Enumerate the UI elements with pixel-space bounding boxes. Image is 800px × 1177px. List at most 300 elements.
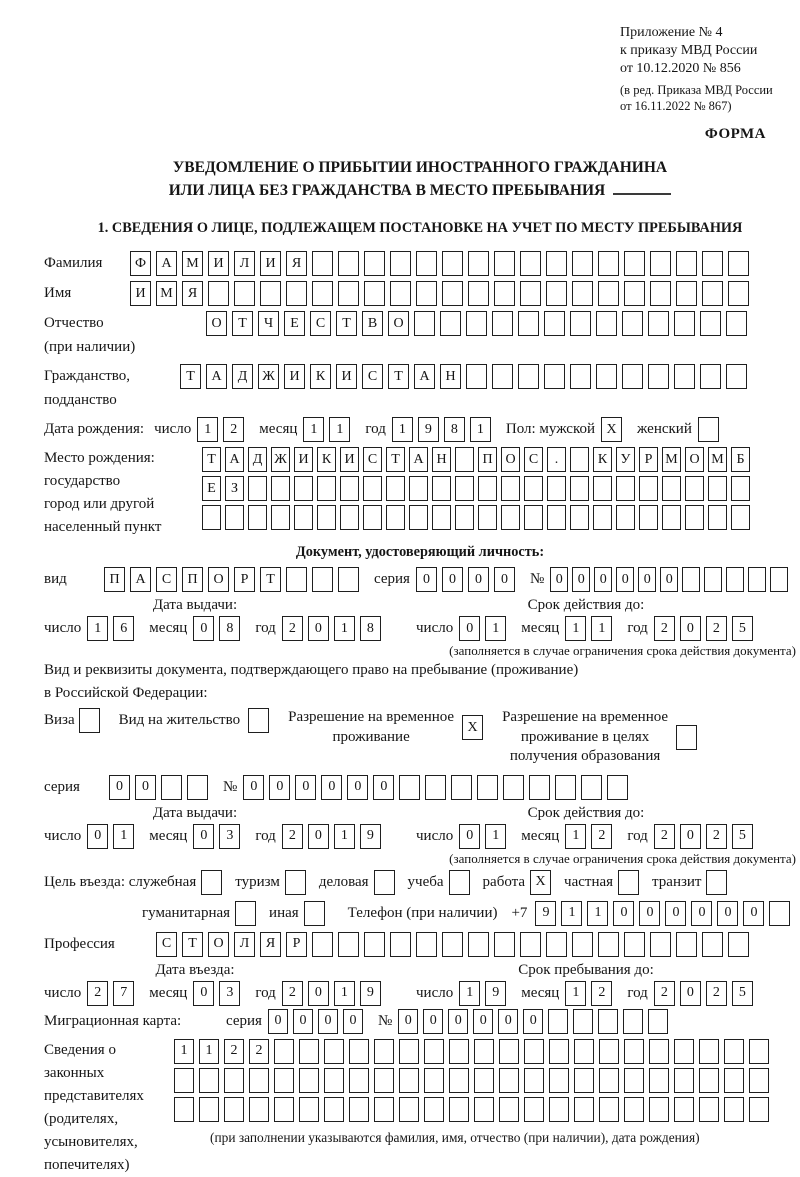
form-cell[interactable] bbox=[624, 1097, 644, 1122]
form-cell[interactable] bbox=[399, 1068, 419, 1093]
form-cell[interactable]: И bbox=[294, 447, 313, 472]
form-cell[interactable] bbox=[409, 505, 428, 530]
form-cell[interactable] bbox=[409, 476, 428, 501]
form-cell[interactable] bbox=[474, 1068, 494, 1093]
form-cell[interactable] bbox=[649, 1039, 669, 1064]
form-cell[interactable] bbox=[501, 505, 520, 530]
form-cell[interactable] bbox=[726, 311, 747, 336]
form-cell[interactable] bbox=[399, 1039, 419, 1064]
form-cell[interactable] bbox=[549, 1039, 569, 1064]
form-cell[interactable]: 2 bbox=[224, 1039, 244, 1064]
form-cell[interactable]: Д bbox=[248, 447, 267, 472]
form-cell[interactable] bbox=[650, 251, 671, 276]
form-cell[interactable]: 3 bbox=[219, 824, 240, 849]
form-cell[interactable]: 5 bbox=[732, 981, 753, 1006]
form-cell[interactable] bbox=[769, 901, 790, 926]
form-cell[interactable]: 1 bbox=[329, 417, 350, 442]
form-cell[interactable] bbox=[676, 932, 697, 957]
form-cell[interactable]: 0 bbox=[717, 901, 738, 926]
form-cell[interactable]: X bbox=[530, 870, 551, 895]
form-cell[interactable] bbox=[555, 775, 576, 800]
form-cell[interactable] bbox=[726, 567, 744, 592]
form-cell[interactable]: С bbox=[524, 447, 543, 472]
form-cell[interactable]: 1 bbox=[113, 824, 134, 849]
form-cell[interactable] bbox=[364, 251, 385, 276]
form-cell[interactable] bbox=[618, 870, 639, 895]
form-cell[interactable]: К bbox=[310, 364, 331, 389]
form-cell[interactable]: 0 bbox=[308, 824, 329, 849]
form-cell[interactable]: О bbox=[685, 447, 704, 472]
form-cell[interactable]: В bbox=[362, 311, 383, 336]
form-cell[interactable] bbox=[662, 505, 681, 530]
form-cell[interactable] bbox=[312, 567, 333, 592]
form-cell[interactable]: 0 bbox=[135, 775, 156, 800]
form-cell[interactable] bbox=[304, 901, 325, 926]
form-cell[interactable]: 2 bbox=[87, 981, 108, 1006]
form-cell[interactable] bbox=[570, 447, 589, 472]
form-cell[interactable]: И bbox=[208, 251, 229, 276]
form-cell[interactable] bbox=[520, 251, 541, 276]
form-cell[interactable] bbox=[224, 1068, 244, 1093]
form-cell[interactable] bbox=[374, 1068, 394, 1093]
form-cell[interactable] bbox=[749, 1097, 769, 1122]
form-cell[interactable] bbox=[474, 1039, 494, 1064]
form-cell[interactable] bbox=[598, 251, 619, 276]
form-cell[interactable] bbox=[449, 1097, 469, 1122]
form-cell[interactable]: С bbox=[310, 311, 331, 336]
form-cell[interactable] bbox=[399, 775, 420, 800]
form-cell[interactable]: 9 bbox=[418, 417, 439, 442]
form-cell[interactable] bbox=[208, 281, 229, 306]
form-cell[interactable]: 0 bbox=[442, 567, 463, 592]
form-cell[interactable]: О bbox=[208, 932, 229, 957]
form-cell[interactable] bbox=[161, 775, 182, 800]
form-cell[interactable] bbox=[731, 505, 750, 530]
form-cell[interactable] bbox=[424, 1039, 444, 1064]
form-cell[interactable] bbox=[699, 1097, 719, 1122]
form-cell[interactable] bbox=[364, 932, 385, 957]
form-cell[interactable] bbox=[702, 251, 723, 276]
form-cell[interactable] bbox=[399, 1097, 419, 1122]
form-cell[interactable]: 5 bbox=[732, 824, 753, 849]
form-cell[interactable] bbox=[724, 1068, 744, 1093]
form-cell[interactable] bbox=[616, 505, 635, 530]
form-cell[interactable] bbox=[770, 567, 788, 592]
form-cell[interactable] bbox=[676, 251, 697, 276]
form-cell[interactable] bbox=[520, 932, 541, 957]
form-cell[interactable] bbox=[524, 505, 543, 530]
form-cell[interactable] bbox=[363, 476, 382, 501]
form-cell[interactable]: Н bbox=[440, 364, 461, 389]
form-cell[interactable] bbox=[455, 476, 474, 501]
form-cell[interactable] bbox=[648, 1009, 668, 1034]
form-cell[interactable]: А bbox=[206, 364, 227, 389]
form-cell[interactable] bbox=[700, 311, 721, 336]
form-cell[interactable]: 1 bbox=[334, 824, 355, 849]
form-cell[interactable]: Я bbox=[286, 251, 307, 276]
form-cell[interactable] bbox=[593, 476, 612, 501]
form-cell[interactable]: 0 bbox=[268, 1009, 288, 1034]
form-cell[interactable] bbox=[494, 932, 515, 957]
form-cell[interactable]: Е bbox=[284, 311, 305, 336]
form-cell[interactable] bbox=[424, 1097, 444, 1122]
form-cell[interactable] bbox=[424, 1068, 444, 1093]
form-cell[interactable]: Л bbox=[234, 251, 255, 276]
form-cell[interactable] bbox=[199, 1097, 219, 1122]
form-cell[interactable]: И bbox=[260, 251, 281, 276]
form-cell[interactable]: 1 bbox=[87, 616, 108, 641]
form-cell[interactable]: 0 bbox=[680, 824, 701, 849]
form-cell[interactable] bbox=[599, 1039, 619, 1064]
form-cell[interactable] bbox=[624, 1039, 644, 1064]
form-cell[interactable] bbox=[501, 476, 520, 501]
form-cell[interactable] bbox=[649, 1068, 669, 1093]
form-cell[interactable] bbox=[731, 476, 750, 501]
form-cell[interactable] bbox=[274, 1039, 294, 1064]
form-cell[interactable] bbox=[546, 281, 567, 306]
form-cell[interactable] bbox=[349, 1068, 369, 1093]
form-cell[interactable] bbox=[574, 1039, 594, 1064]
form-cell[interactable] bbox=[317, 476, 336, 501]
form-cell[interactable]: Т bbox=[260, 567, 281, 592]
form-cell[interactable] bbox=[363, 505, 382, 530]
form-cell[interactable] bbox=[599, 1068, 619, 1093]
form-cell[interactable] bbox=[524, 1097, 544, 1122]
form-cell[interactable] bbox=[650, 281, 671, 306]
form-cell[interactable] bbox=[639, 505, 658, 530]
form-cell[interactable] bbox=[676, 281, 697, 306]
form-cell[interactable] bbox=[451, 775, 472, 800]
form-cell[interactable]: М bbox=[156, 281, 177, 306]
form-cell[interactable] bbox=[174, 1097, 194, 1122]
form-cell[interactable] bbox=[674, 311, 695, 336]
form-cell[interactable] bbox=[702, 281, 723, 306]
form-cell[interactable]: А bbox=[130, 567, 151, 592]
form-cell[interactable]: 8 bbox=[360, 616, 381, 641]
form-cell[interactable]: И bbox=[130, 281, 151, 306]
form-cell[interactable]: Л bbox=[234, 932, 255, 957]
form-cell[interactable] bbox=[338, 567, 359, 592]
form-cell[interactable]: 0 bbox=[243, 775, 264, 800]
form-cell[interactable] bbox=[598, 1009, 618, 1034]
form-cell[interactable] bbox=[544, 311, 565, 336]
form-cell[interactable] bbox=[570, 476, 589, 501]
form-cell[interactable]: О bbox=[206, 311, 227, 336]
form-cell[interactable] bbox=[549, 1068, 569, 1093]
form-cell[interactable] bbox=[524, 1068, 544, 1093]
form-cell[interactable]: 0 bbox=[665, 901, 686, 926]
form-cell[interactable] bbox=[364, 281, 385, 306]
form-cell[interactable]: 0 bbox=[680, 616, 701, 641]
form-cell[interactable] bbox=[274, 1097, 294, 1122]
form-cell[interactable] bbox=[724, 1039, 744, 1064]
form-cell[interactable]: 1 bbox=[565, 981, 586, 1006]
form-cell[interactable]: 0 bbox=[295, 775, 316, 800]
form-cell[interactable] bbox=[698, 417, 719, 442]
form-cell[interactable] bbox=[432, 505, 451, 530]
form-cell[interactable] bbox=[416, 281, 437, 306]
form-cell[interactable] bbox=[312, 251, 333, 276]
form-cell[interactable] bbox=[572, 251, 593, 276]
form-cell[interactable] bbox=[79, 708, 100, 733]
form-cell[interactable] bbox=[386, 476, 405, 501]
form-cell[interactable]: 7 bbox=[113, 981, 134, 1006]
form-cell[interactable] bbox=[499, 1068, 519, 1093]
form-cell[interactable] bbox=[749, 1068, 769, 1093]
form-cell[interactable] bbox=[518, 311, 539, 336]
form-cell[interactable] bbox=[503, 775, 524, 800]
form-cell[interactable]: 0 bbox=[269, 775, 290, 800]
form-cell[interactable]: 0 bbox=[594, 567, 612, 592]
form-cell[interactable] bbox=[623, 1009, 643, 1034]
form-cell[interactable] bbox=[324, 1068, 344, 1093]
form-cell[interactable] bbox=[249, 1097, 269, 1122]
form-cell[interactable] bbox=[547, 505, 566, 530]
form-cell[interactable]: 0 bbox=[459, 824, 480, 849]
form-cell[interactable]: 0 bbox=[572, 567, 590, 592]
form-cell[interactable]: 1 bbox=[591, 616, 612, 641]
form-cell[interactable] bbox=[466, 364, 487, 389]
form-cell[interactable] bbox=[468, 251, 489, 276]
form-cell[interactable] bbox=[676, 725, 697, 750]
form-cell[interactable]: Т bbox=[202, 447, 221, 472]
form-cell[interactable]: . bbox=[547, 447, 566, 472]
form-cell[interactable] bbox=[494, 281, 515, 306]
form-cell[interactable] bbox=[271, 505, 290, 530]
form-cell[interactable] bbox=[674, 364, 695, 389]
form-cell[interactable]: 0 bbox=[343, 1009, 363, 1034]
form-cell[interactable]: 2 bbox=[223, 417, 244, 442]
form-cell[interactable]: 1 bbox=[459, 981, 480, 1006]
form-cell[interactable]: 9 bbox=[360, 824, 381, 849]
form-cell[interactable]: X bbox=[601, 417, 622, 442]
form-cell[interactable] bbox=[340, 505, 359, 530]
form-cell[interactable]: 2 bbox=[654, 616, 675, 641]
form-cell[interactable] bbox=[477, 775, 498, 800]
form-cell[interactable]: 0 bbox=[691, 901, 712, 926]
form-cell[interactable]: 0 bbox=[616, 567, 634, 592]
form-cell[interactable] bbox=[749, 1039, 769, 1064]
form-cell[interactable]: 0 bbox=[193, 824, 214, 849]
form-cell[interactable] bbox=[374, 870, 395, 895]
form-cell[interactable] bbox=[674, 1097, 694, 1122]
form-cell[interactable] bbox=[312, 932, 333, 957]
form-cell[interactable]: 0 bbox=[109, 775, 130, 800]
form-cell[interactable]: 1 bbox=[392, 417, 413, 442]
form-cell[interactable]: Т bbox=[232, 311, 253, 336]
form-cell[interactable] bbox=[598, 281, 619, 306]
form-cell[interactable] bbox=[455, 447, 474, 472]
form-cell[interactable] bbox=[524, 1039, 544, 1064]
form-cell[interactable] bbox=[728, 281, 749, 306]
form-cell[interactable]: 1 bbox=[197, 417, 218, 442]
form-cell[interactable]: О bbox=[501, 447, 520, 472]
form-cell[interactable] bbox=[708, 505, 727, 530]
form-cell[interactable]: Т bbox=[180, 364, 201, 389]
form-cell[interactable]: Н bbox=[432, 447, 451, 472]
form-cell[interactable]: 1 bbox=[174, 1039, 194, 1064]
form-cell[interactable] bbox=[340, 476, 359, 501]
form-cell[interactable] bbox=[285, 870, 306, 895]
form-cell[interactable]: 2 bbox=[282, 824, 303, 849]
form-cell[interactable] bbox=[674, 1068, 694, 1093]
form-cell[interactable]: Р bbox=[286, 932, 307, 957]
form-cell[interactable]: 1 bbox=[485, 824, 506, 849]
form-cell[interactable] bbox=[685, 505, 704, 530]
form-cell[interactable]: 1 bbox=[565, 824, 586, 849]
form-cell[interactable] bbox=[499, 1039, 519, 1064]
form-cell[interactable] bbox=[235, 901, 256, 926]
form-cell[interactable] bbox=[324, 1039, 344, 1064]
form-cell[interactable]: 0 bbox=[448, 1009, 468, 1034]
form-cell[interactable] bbox=[299, 1097, 319, 1122]
form-cell[interactable] bbox=[274, 1068, 294, 1093]
form-cell[interactable]: С bbox=[363, 447, 382, 472]
form-cell[interactable] bbox=[248, 476, 267, 501]
form-cell[interactable]: Ж bbox=[271, 447, 290, 472]
form-cell[interactable]: 2 bbox=[654, 981, 675, 1006]
form-cell[interactable]: 0 bbox=[308, 616, 329, 641]
form-cell[interactable]: 0 bbox=[373, 775, 394, 800]
form-cell[interactable]: 2 bbox=[591, 981, 612, 1006]
form-cell[interactable]: 0 bbox=[660, 567, 678, 592]
form-cell[interactable] bbox=[199, 1068, 219, 1093]
form-cell[interactable]: П bbox=[478, 447, 497, 472]
form-cell[interactable] bbox=[544, 364, 565, 389]
form-cell[interactable] bbox=[432, 476, 451, 501]
form-cell[interactable] bbox=[593, 505, 612, 530]
form-cell[interactable]: К bbox=[593, 447, 612, 472]
form-cell[interactable] bbox=[570, 505, 589, 530]
form-cell[interactable]: Б bbox=[731, 447, 750, 472]
form-cell[interactable]: 2 bbox=[706, 981, 727, 1006]
form-cell[interactable] bbox=[248, 708, 269, 733]
form-cell[interactable] bbox=[599, 1097, 619, 1122]
form-cell[interactable] bbox=[648, 311, 669, 336]
form-cell[interactable]: З bbox=[225, 476, 244, 501]
form-cell[interactable] bbox=[414, 311, 435, 336]
form-cell[interactable] bbox=[570, 364, 591, 389]
form-cell[interactable]: Ф bbox=[130, 251, 151, 276]
form-cell[interactable]: 0 bbox=[416, 567, 437, 592]
form-cell[interactable] bbox=[596, 311, 617, 336]
form-cell[interactable] bbox=[650, 932, 671, 957]
form-cell[interactable]: И bbox=[340, 447, 359, 472]
form-cell[interactable]: М bbox=[662, 447, 681, 472]
form-cell[interactable] bbox=[546, 251, 567, 276]
form-cell[interactable] bbox=[466, 311, 487, 336]
form-cell[interactable] bbox=[374, 1097, 394, 1122]
form-cell[interactable]: 1 bbox=[587, 901, 608, 926]
form-cell[interactable] bbox=[520, 281, 541, 306]
form-cell[interactable]: Е bbox=[202, 476, 221, 501]
form-cell[interactable]: 9 bbox=[485, 981, 506, 1006]
form-cell[interactable]: П bbox=[104, 567, 125, 592]
form-cell[interactable]: У bbox=[616, 447, 635, 472]
form-cell[interactable]: С bbox=[156, 932, 177, 957]
form-cell[interactable] bbox=[201, 870, 222, 895]
form-cell[interactable] bbox=[234, 281, 255, 306]
form-cell[interactable] bbox=[492, 311, 513, 336]
form-cell[interactable]: О bbox=[388, 311, 409, 336]
form-cell[interactable]: М bbox=[182, 251, 203, 276]
form-cell[interactable]: 2 bbox=[282, 981, 303, 1006]
form-cell[interactable] bbox=[249, 1068, 269, 1093]
form-cell[interactable] bbox=[573, 1009, 593, 1034]
form-cell[interactable]: Ч bbox=[258, 311, 279, 336]
form-cell[interactable]: 0 bbox=[473, 1009, 493, 1034]
form-cell[interactable]: 0 bbox=[498, 1009, 518, 1034]
form-cell[interactable] bbox=[338, 251, 359, 276]
form-cell[interactable] bbox=[386, 505, 405, 530]
form-cell[interactable]: 5 bbox=[732, 616, 753, 641]
form-cell[interactable]: 0 bbox=[468, 567, 489, 592]
form-cell[interactable] bbox=[674, 1039, 694, 1064]
form-cell[interactable] bbox=[570, 311, 591, 336]
form-cell[interactable] bbox=[312, 281, 333, 306]
form-cell[interactable] bbox=[548, 1009, 568, 1034]
form-cell[interactable] bbox=[468, 281, 489, 306]
form-cell[interactable] bbox=[174, 1068, 194, 1093]
form-cell[interactable] bbox=[294, 476, 313, 501]
form-cell[interactable] bbox=[724, 1097, 744, 1122]
form-cell[interactable]: Т bbox=[386, 447, 405, 472]
form-cell[interactable]: 0 bbox=[293, 1009, 313, 1034]
form-cell[interactable] bbox=[529, 775, 550, 800]
form-cell[interactable] bbox=[728, 251, 749, 276]
form-cell[interactable] bbox=[607, 775, 628, 800]
form-cell[interactable] bbox=[449, 1068, 469, 1093]
form-cell[interactable] bbox=[425, 775, 446, 800]
form-cell[interactable] bbox=[598, 932, 619, 957]
form-cell[interactable] bbox=[478, 476, 497, 501]
form-cell[interactable] bbox=[299, 1039, 319, 1064]
form-cell[interactable] bbox=[492, 364, 513, 389]
form-cell[interactable] bbox=[704, 567, 722, 592]
form-cell[interactable]: Ж bbox=[258, 364, 279, 389]
form-cell[interactable]: 9 bbox=[360, 981, 381, 1006]
form-cell[interactable]: Я bbox=[260, 932, 281, 957]
form-cell[interactable] bbox=[224, 1097, 244, 1122]
form-cell[interactable]: А bbox=[414, 364, 435, 389]
form-cell[interactable] bbox=[449, 870, 470, 895]
form-cell[interactable]: 1 bbox=[303, 417, 324, 442]
form-cell[interactable] bbox=[624, 281, 645, 306]
form-cell[interactable]: 0 bbox=[193, 981, 214, 1006]
form-cell[interactable] bbox=[294, 505, 313, 530]
form-cell[interactable]: 0 bbox=[613, 901, 634, 926]
form-cell[interactable]: 0 bbox=[347, 775, 368, 800]
form-cell[interactable] bbox=[499, 1097, 519, 1122]
form-cell[interactable] bbox=[248, 505, 267, 530]
form-cell[interactable] bbox=[624, 1068, 644, 1093]
form-cell[interactable]: 1 bbox=[199, 1039, 219, 1064]
form-cell[interactable] bbox=[728, 932, 749, 957]
form-cell[interactable]: А bbox=[156, 251, 177, 276]
form-cell[interactable]: М bbox=[708, 447, 727, 472]
form-cell[interactable] bbox=[706, 870, 727, 895]
form-cell[interactable] bbox=[338, 932, 359, 957]
form-cell[interactable] bbox=[572, 281, 593, 306]
form-cell[interactable] bbox=[574, 1068, 594, 1093]
form-cell[interactable]: Т bbox=[388, 364, 409, 389]
form-cell[interactable]: 1 bbox=[470, 417, 491, 442]
form-cell[interactable]: 3 bbox=[219, 981, 240, 1006]
form-cell[interactable]: И bbox=[336, 364, 357, 389]
form-cell[interactable] bbox=[349, 1097, 369, 1122]
form-cell[interactable]: А bbox=[409, 447, 428, 472]
form-cell[interactable] bbox=[518, 364, 539, 389]
